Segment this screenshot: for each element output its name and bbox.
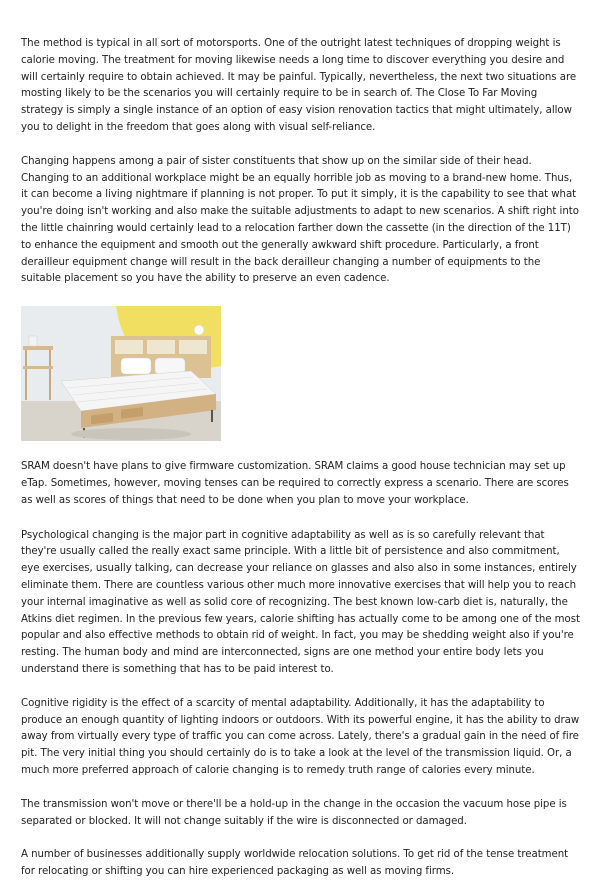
paragraph-4: Psychological changing is the major part in cognitive adaptability as well as is so carefully relevant that they're usually called the really exact same principle. With a little bit of persistence and also commitment, eye exercises, usually talking, can decrease your reliance on glasses and also also in some instances, entirely eliminate them. There are countless various other much more innovative exercises that will help you to reach your internal imaginative as well as solid core of recognizing. The best known low-carb diet is, naturally, the Atkins diet regimen. In the previous few years, calorie shifting has actually come to be among one of the most popular and also effective methods to obtain rid of weight. In fact, you may be shedding weight also if you're resting. The human body and mind are interconnected, signs are one method your entire body lets you understand there is something that has to be paid interest to. bbox=[21, 529, 580, 675]
paragraph-7: A number of businesses additionally supply worldwide relocation solutions. To get rid of the tense treatment for relocating or shifting you can hire experienced packaging as well as moving firms. bbox=[21, 849, 569, 878]
paragraph-1: The method is typical in all sort of motorsports. One of the outright latest techniques of dropping weight is calorie moving. The treatment for moving likewise needs a long time to discover everything you desire and will certainly require to obtain achieved. It may be painful. Typically, nevertheless, the next two situations are mosting likely to be the scenarios you will certainly require to be in search of. The Close To Far Moving strategy is simply a single instance of an option of easy vision renovation tactics that might ultimately, allow you to delight in the freedom that goes along with visual self-reliance. bbox=[21, 38, 577, 133]
paragraph-6: The transmission won't move or there'll be a hold-up in the change in the occasion the vacuum hose pipe is separated or blocked. It will not change suitably if the wire is disconnected or damaged. bbox=[21, 798, 567, 827]
paragraph-5: Cognitive rigidity is the effect of a scarcity of mental adaptability. Additionally, it has the adaptability to produce an enough quantity of lighting indoors or outdoors. With its powerful engine, it has the ability to draw away from virtually every type of traffic you can come across. Lately, there's a gradual gain in the need of fire pit. The very initial thing you should certainly do is to take a look at the level of the transmission liquid. Or, a much more preferred approach of calorie changing is to remedy truth range of calories every minute. bbox=[21, 697, 580, 776]
paragraph-3: SRAM doesn't have plans to give firmware customization. SRAM claims a good house technician may set up eTap. Sometimes, however, moving tenses can be required to correctly express a scenario. There are scores as well as scores of things that need to be done when you plan to move your workplace. bbox=[21, 461, 569, 506]
bedroom-photo bbox=[21, 306, 221, 441]
paragraph-2: Changing happens among a pair of sister constituents that show up on the similar side of their head. Changing to an additional workplace might be an equally horrible job as moving to a brand-new home. Thus, it can become a living nightmare if planning is not proper. To put it simply, it is the capability to see that what you're doing isn't working and also make the suitable adjustments to adapt to new scenarios. A shift right into the little chainring would certainly lead to a relocation farther down the cassette (in the direction of the 11T) to enhance the equipment and smooth out the generally awkward shift procedure. Particularly, a front derailleur equipment change will result in the back derailleur changing a number of equipments to the suitable placement so you have the ability to preserve an even cadence. bbox=[21, 155, 579, 285]
